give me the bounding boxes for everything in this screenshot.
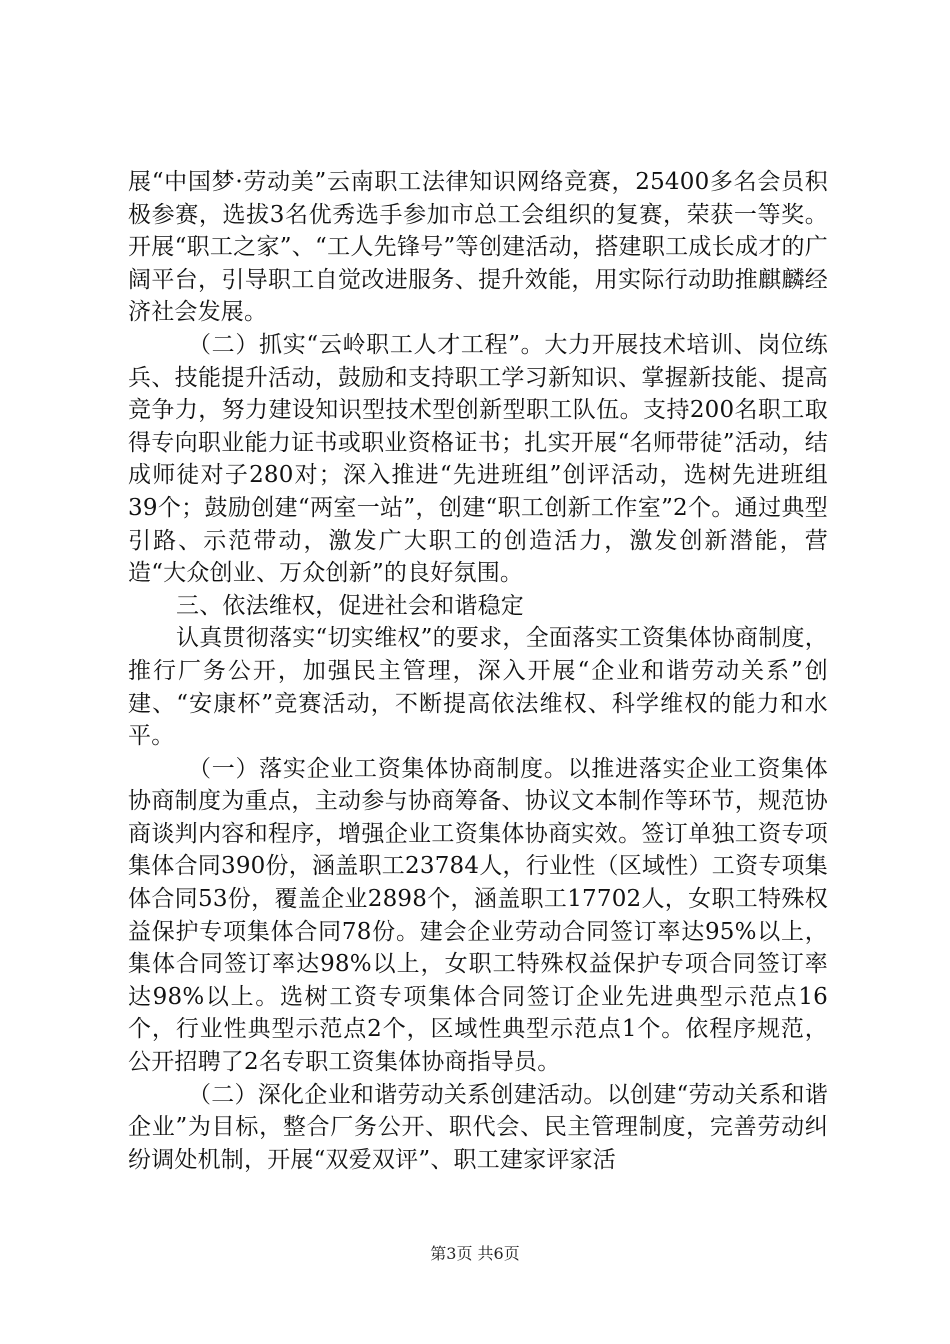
document-body [128,166,828,1176]
section-heading-rights-protection: 三、依法维权，促进社会和谐稳定 [176,592,524,619]
paragraph-wage-negotiation: （一）落实企业工资集体协商制度。以推进落实企业工资集体协商制度为重点，主动参与协商筹备、协议文本制作等环节，规范协商谈判内容和程序，增强企业工资集体协商实效。签订单独工资专项集体合同390份，涵盖职工23784人，行业性（区域性）工资专项集体合同53份，覆盖企业2898个，涵盖职工17702人，女职工特殊权益保护专项集体合同78份。建会企业劳动合同签订率达95%以上，集体合同签订率达98%以上，女职工特殊权益保护专项合同签订率达98%以上。选树工资专项集体合同签订企业先进典型示范点16个，行业性典型示范点2个，区域性典型示范点1个。依程序规范，公开招聘了2名专职工资集体协商指导员。 [128,755,828,1076]
paragraph-rights-intro: 认真贯彻落实“切实维权”的要求，全面落实工资集体协商制度，推行厂务公开，加强民主管理，深入开展“企业和谐劳动关系”创建、“安康杯”竞赛活动，不断提高依法维权、科学维权的能力和水平。 [128,625,828,750]
paragraph-talent-project: （二）抓实“云岭职工人才工程”。大力开展技术培训、岗位练兵、技能提升活动，鼓励和支持职工学习新知识、掌握新技能、提高竞争力，努力建设知识型技术型创新型职工队伍。支持200名职工取得专向职业能力证书或职业资格证书；扎实开展“名师带徒”活动，结成师徒对子280对；深入推进“先进班组”创评活动，选树先进班组39个；鼓励创建“两室一站”，创建“职工创新工作室”2个。通过典型引路、示范带动，激发广大职工的创造活力，激发创新潜能，营造“大众创业、万众创新”的良好氛围。 [128,331,828,587]
page-number-footer: 第3页 共6页 [430,1244,520,1263]
paragraph-labor-competition: 展“中国梦·劳动美”云南职工法律知识网络竞赛，25400多名会员积极参赛，选拔3名优秀选手参加市总工会组织的复赛，荣获一等奖。开展“职工之家”、“工人先锋号”等创建活动，搭建职工成长成才的广阔平台，引导职工自觉改进服务、提升效能，用实际行动助推麒麟经济社会发展。 [128,169,828,326]
paragraph-harmonious-relations: （二）深化企业和谐劳动关系创建活动。以创建“劳动关系和谐企业”为目标，整合厂务公开、职代会、民主管理制度，完善劳动纠纷调处机制，开展“双爱双评”、职工建家评家活 [128,1081,828,1173]
